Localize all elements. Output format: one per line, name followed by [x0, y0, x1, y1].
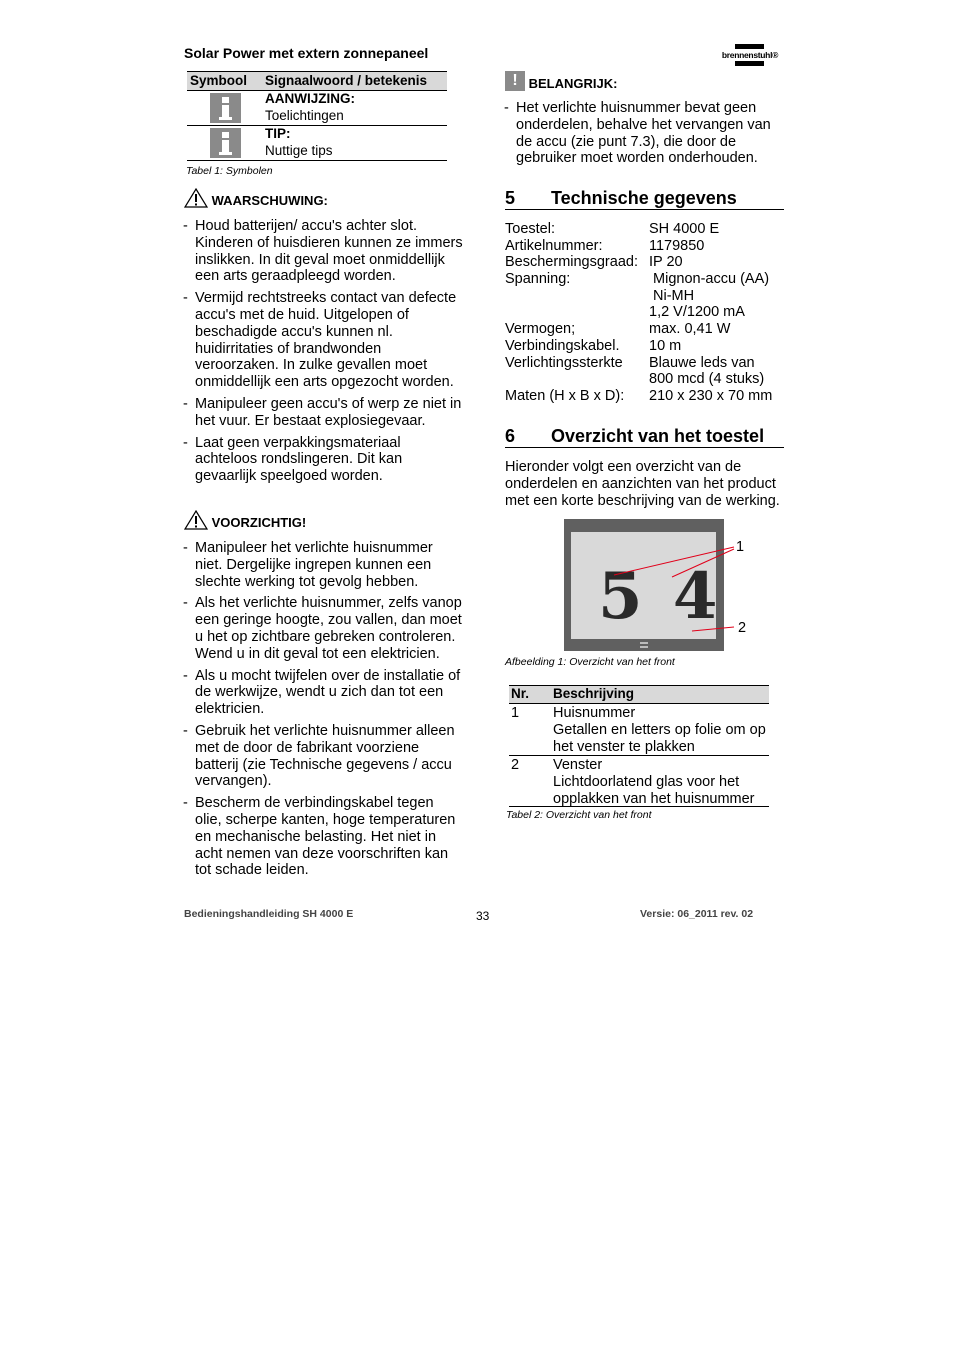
table-row: 1 Huisnummer Getallen en letters op folie om op het venster te plakken [509, 704, 769, 756]
spec-row: 800 mcd (4 stuks) [649, 371, 765, 388]
warning-triangle-icon [184, 510, 208, 530]
section-title: Technische gegevens [551, 188, 737, 208]
callout-line-2 [692, 627, 734, 631]
warning-list [184, 218, 464, 490]
callout-lines [600, 535, 740, 635]
spec-row: Artikelnummer: 1179850 [505, 237, 705, 254]
col-meaning-header: Signaalwoord / betekenis [265, 73, 428, 88]
list-item: - Gebruik het verlichte huisnummer alleen met de door de fabrikant voorziene batterij (zie Technische gegevens / accu vervangen). [184, 723, 464, 790]
spec-row: Toestel: SH 4000 E [505, 221, 720, 237]
list-item: - Houd batterijen/ accu's achter slot. Kinderen of huisdieren kunnen ze immers inslikken. In dit geval moet onmiddellijk een arts geraadpleegd worden. [184, 218, 464, 285]
callout-label-2: 2 [738, 620, 747, 636]
spec-row: Verbindingskabel. 10 m [505, 337, 682, 354]
list-item: - Vermijd rechtstreeks contact van defecte accu's met de huid. Uitgelopen of beschadigde accu's kunnen nl. huidirritaties of brandwonden veroorzaken. In zulke gevallen moet onmiddellijk een arts opgezocht worden. [184, 290, 464, 391]
section-6-heading [505, 426, 784, 448]
list-item: - Bescherm de verbindingskabel tegen olie, scherpe kanten, hoge temperaturen en mechanische belasting. Het niet in acht nemen van deze voorschriften kan tot schade leiden. [184, 795, 464, 879]
table-row: 2 Venster Lichtdoorlatend glas voor het opplakken van het huisnummer [509, 756, 769, 807]
section-6-intro: Hieronder volgt een overzicht van de onderdelen en aanzichten van het product met een korte beschrijving van de werking. [505, 459, 780, 509]
caution-title: VOORZICHTIG! [211, 515, 307, 530]
spec-row: Beschermingsgraad: IP 20 [505, 254, 683, 271]
footer-version: Versie: 06_2011 rev. 02 [640, 908, 754, 920]
col-nr-header: Nr. [511, 686, 530, 701]
house-number-digits: 5 4 [598, 559, 722, 634]
section-5-heading [505, 188, 784, 210]
spec-row: 1,2 V/1200 mA [649, 304, 745, 321]
overview-table-header [509, 685, 769, 704]
table2-caption: Tabel 2: Overzicht van het front [506, 809, 652, 821]
symbol-row [187, 126, 447, 161]
section-number: 6 [505, 426, 516, 446]
footer-manual-name: Bedieningshandleiding SH 4000 E [184, 908, 354, 920]
list-item: - Manipuleer het verlichte huisnummer niet. Dergelijke ingrepen kunnen een slechte werking tot gevolg hebben. [184, 540, 464, 590]
col-desc-header: Beschrijving [553, 686, 635, 701]
signal-meaning: Toelichtingen [265, 108, 344, 123]
caution-heading [184, 510, 306, 530]
important-heading [505, 71, 617, 91]
important-title: BELANGRIJK: [528, 76, 618, 91]
signal-word: TIP: [265, 126, 291, 141]
figure-caption: Afbeelding 1: Overzicht van het front [505, 656, 675, 668]
list-item: - Het verlichte huisnummer bevat geen onderdelen, behalve het vervangen van de accu (zie punt 7.3), die door de gebruiker moet worden onderhouden. [505, 100, 780, 167]
callout-line-1b [672, 549, 734, 577]
brand-logo [718, 44, 782, 68]
info-icon [210, 128, 241, 158]
spec-row: Spanning: Mignon-accu (AA) [505, 271, 770, 288]
document-title: Solar Power met extern zonnepaneel [184, 45, 429, 61]
callout-label-1: 1 [736, 539, 745, 555]
table1-caption: Tabel 1: Symbolen [186, 165, 273, 177]
spec-row: Maten (H x B x D): 210 x 230 x 70 mm [505, 387, 773, 404]
overview-table [509, 685, 769, 807]
warning-title: WAARSCHUWING: [211, 193, 328, 208]
brand-logo-text: brennenstuhl® [721, 50, 779, 60]
section-number: 5 [505, 188, 516, 208]
section-title: Overzicht van het toestel [551, 426, 765, 446]
warning-heading [184, 188, 328, 208]
signal-word: AANWIJZING: [265, 91, 355, 106]
symbol-row [187, 91, 447, 126]
page-number: 33 [476, 909, 490, 923]
list-item: - Als u mocht twijfelen over de installatie of de werkwijze, wendt u zich dan tot een elektricien. [184, 668, 464, 718]
caution-list [184, 540, 464, 884]
spec-list [505, 221, 785, 405]
callout-line-1a [614, 547, 734, 575]
warning-triangle-icon [184, 188, 208, 208]
info-icon [210, 93, 241, 123]
exclamation-icon: ! [505, 71, 525, 91]
symbols-table [187, 71, 447, 161]
col-symbol-header: Symbool [190, 73, 248, 88]
spec-row: Verlichtingssterkte Blauwe leds van [505, 354, 755, 371]
list-item: - Manipuleer geen accu's of werp ze niet in het vuur. Er bestaat explosiegevaar. [184, 396, 464, 430]
list-item: - Als het verlichte huisnummer, zelfs vanop een geringe hoogte, zou vallen, dan moet u het op zichtbare gebreken controleren. Wend u in dit geval tot een elektricien. [184, 595, 464, 662]
spec-row: Ni-MH [649, 287, 695, 304]
symbols-table-header [187, 71, 447, 91]
spec-row: Vermogen; max. 0,41 W [505, 321, 731, 338]
signal-meaning: Nuttige tips [265, 143, 333, 158]
important-list [505, 100, 780, 167]
list-item: - Laat geen verpakkingsmateriaal achteloos rondslingeren. Dit kan gevaarlijk speelgoed worden. [184, 435, 464, 485]
